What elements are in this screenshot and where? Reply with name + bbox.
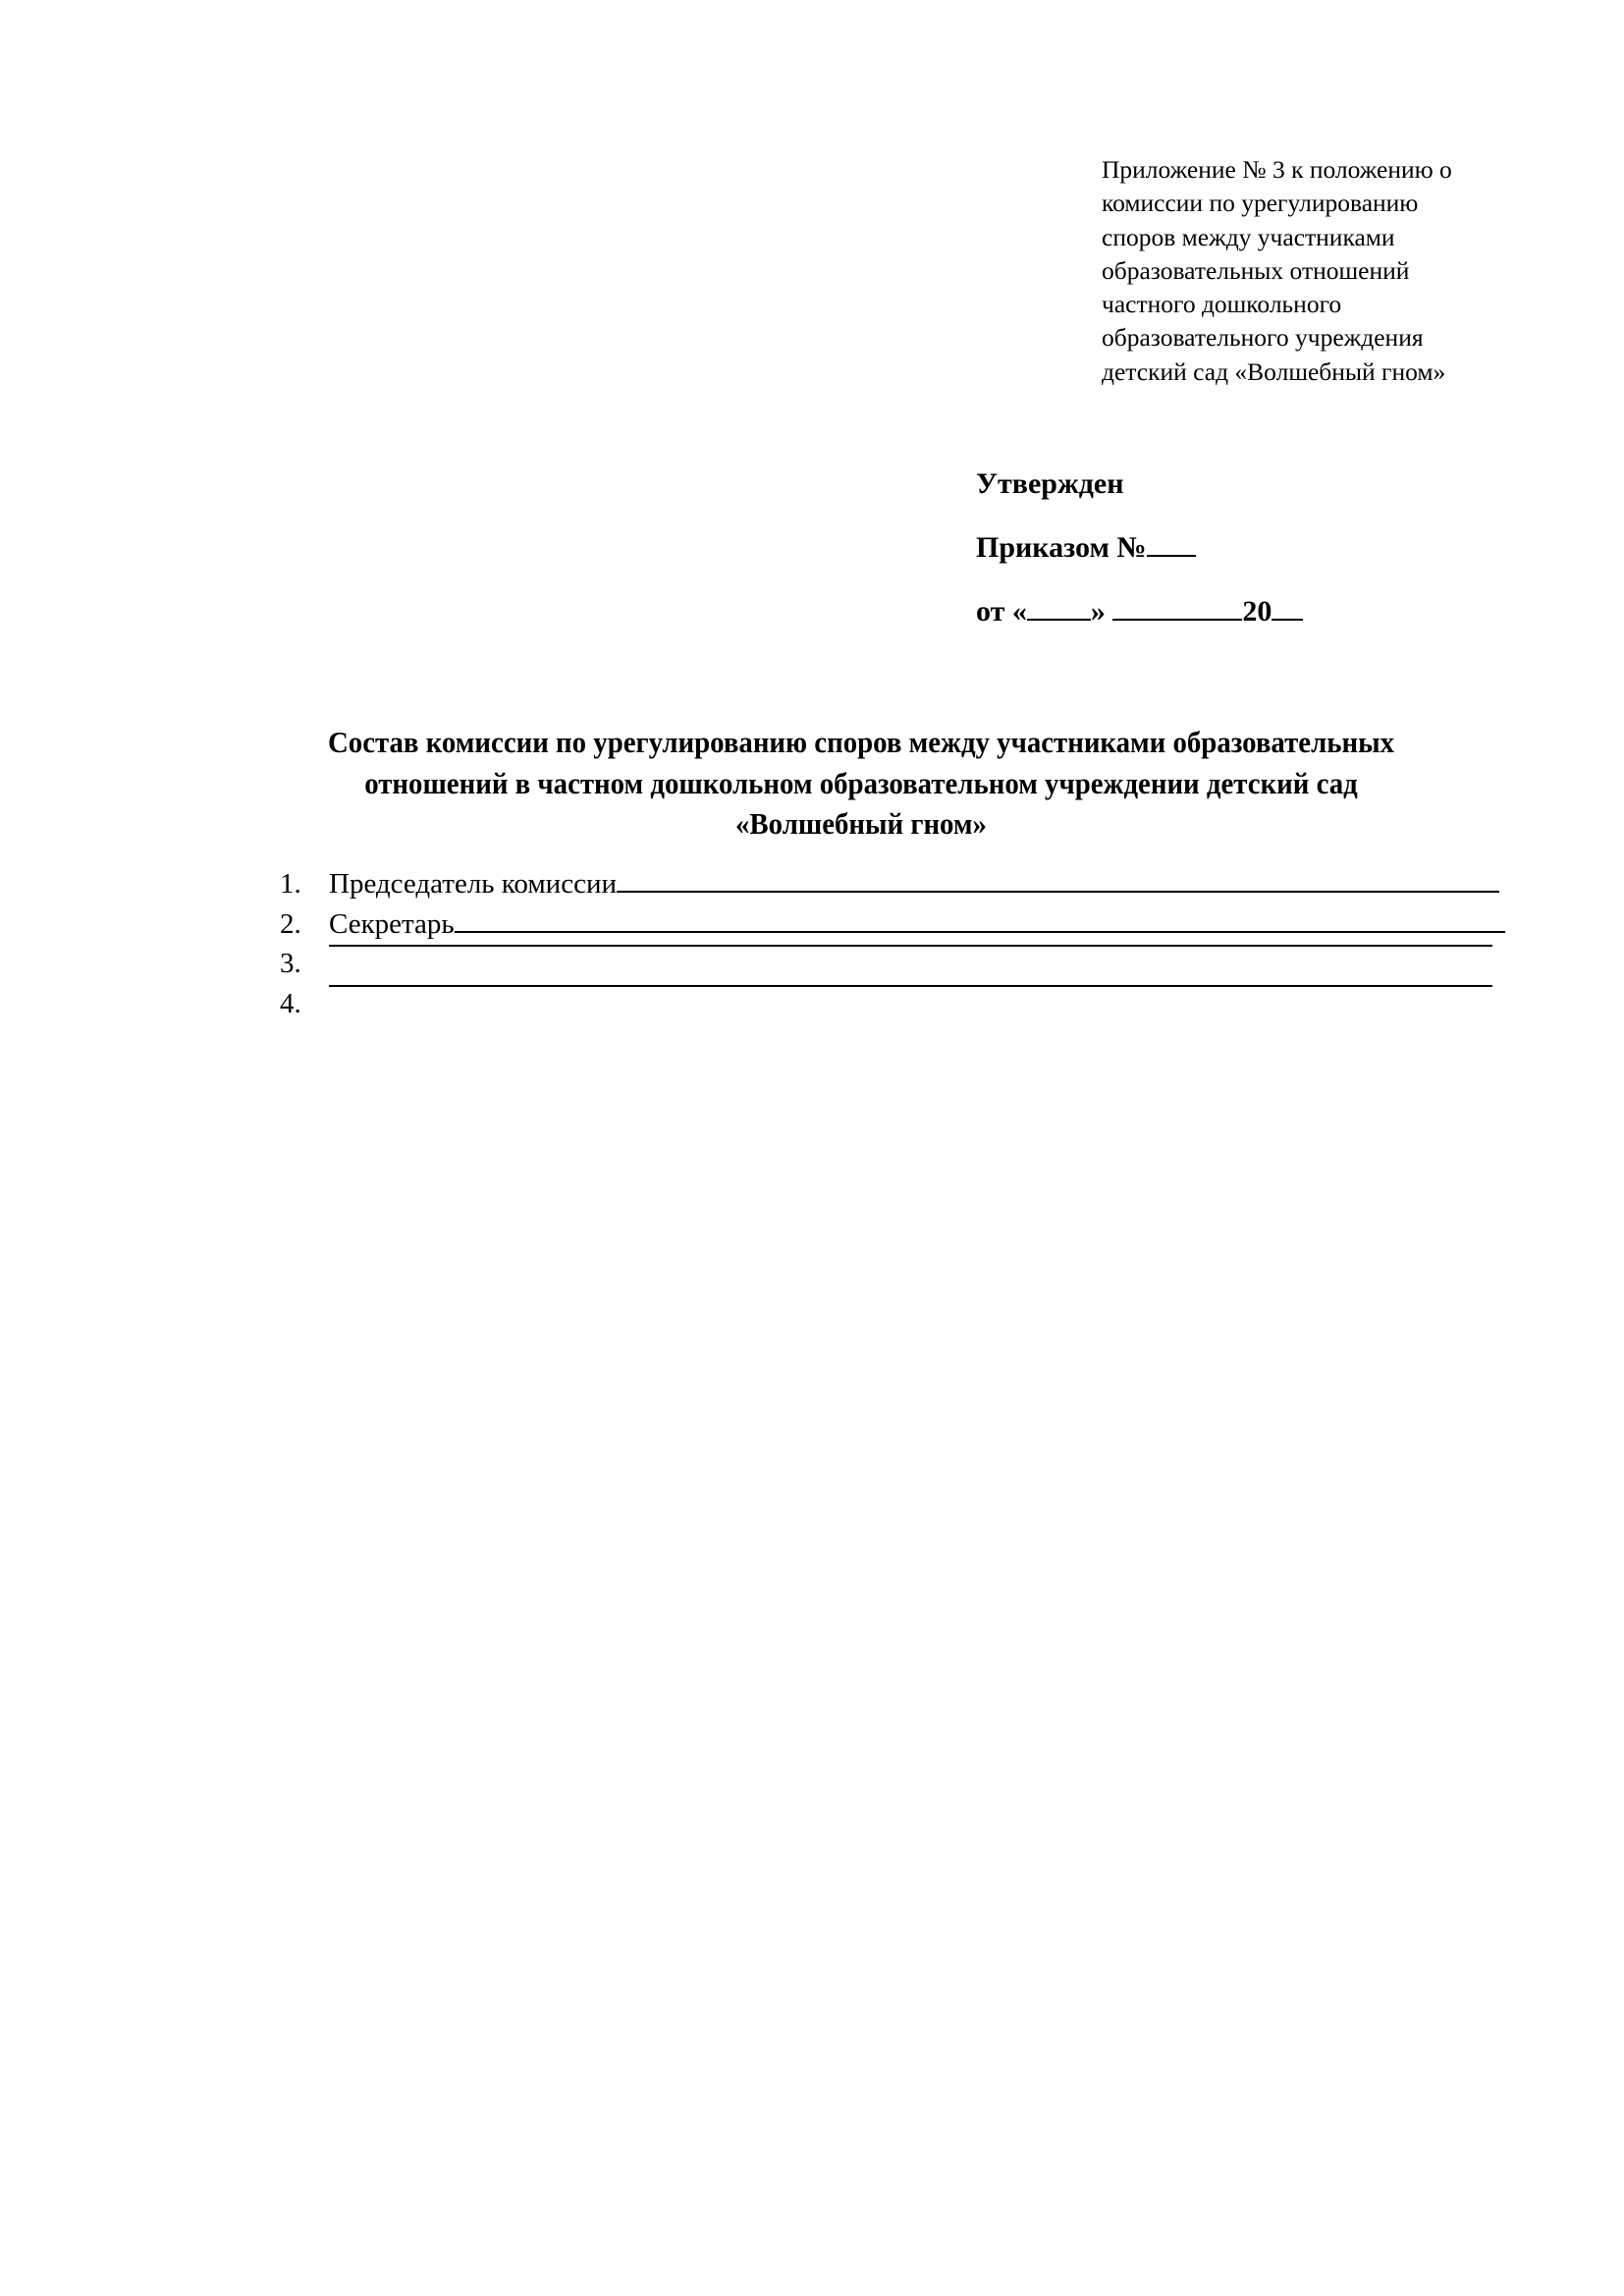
order-date-line [976,595,1303,629]
member-name-blank[interactable] [455,930,1505,933]
order-number-line [976,531,1196,565]
list-body [329,984,1492,987]
list-body [329,904,1505,945]
appendix-line: комиссии по урегулированию [1102,189,1419,218]
order-number-blank[interactable] [1147,531,1196,557]
year-prefix: 20 [1242,595,1272,628]
list-number: 3. [280,948,301,979]
appendix-line: образовательного учреждения [1102,323,1424,353]
month-blank[interactable] [1112,595,1242,621]
title-line: Состав комиссии по урегулированию споров между участниками образовательных [327,725,1395,759]
member-name-blank[interactable] [329,944,1492,947]
order-label: Приказом № [976,531,1147,564]
document-title [243,722,1479,845]
appendix-line: частного дошкольного [1102,290,1342,319]
list-body [329,864,1499,904]
list-number: 2. [280,907,301,940]
member-role: Председатель комиссии [329,868,617,900]
appendix-line: образовательных отношений [1102,255,1410,285]
member-role: Секретарь [329,907,455,940]
appendix-line: Приложение № 3 к положению о [1102,155,1452,184]
list-number: 4. [280,987,301,1019]
appendix-line: споров между участниками [1102,222,1395,251]
title-line: «Волшебный гном» [735,806,987,841]
approved-label [976,467,1123,501]
appendix-line: детский сад «Волшебный гном» [1102,356,1446,386]
member-name-blank[interactable] [329,984,1492,987]
appendix-note [1102,153,1514,389]
year-blank[interactable] [1272,595,1303,621]
list-body [329,944,1492,947]
date-prefix: от « [976,595,1027,628]
list-number: 1. [280,868,301,900]
date-quote-close: » [1090,595,1106,628]
member-name-blank[interactable] [617,890,1499,893]
day-blank[interactable] [1027,595,1091,621]
approved-text: Утвержден [976,467,1124,500]
title-line: отношений в частном дошкольном образовательном учреждении детский сад [364,765,1358,800]
